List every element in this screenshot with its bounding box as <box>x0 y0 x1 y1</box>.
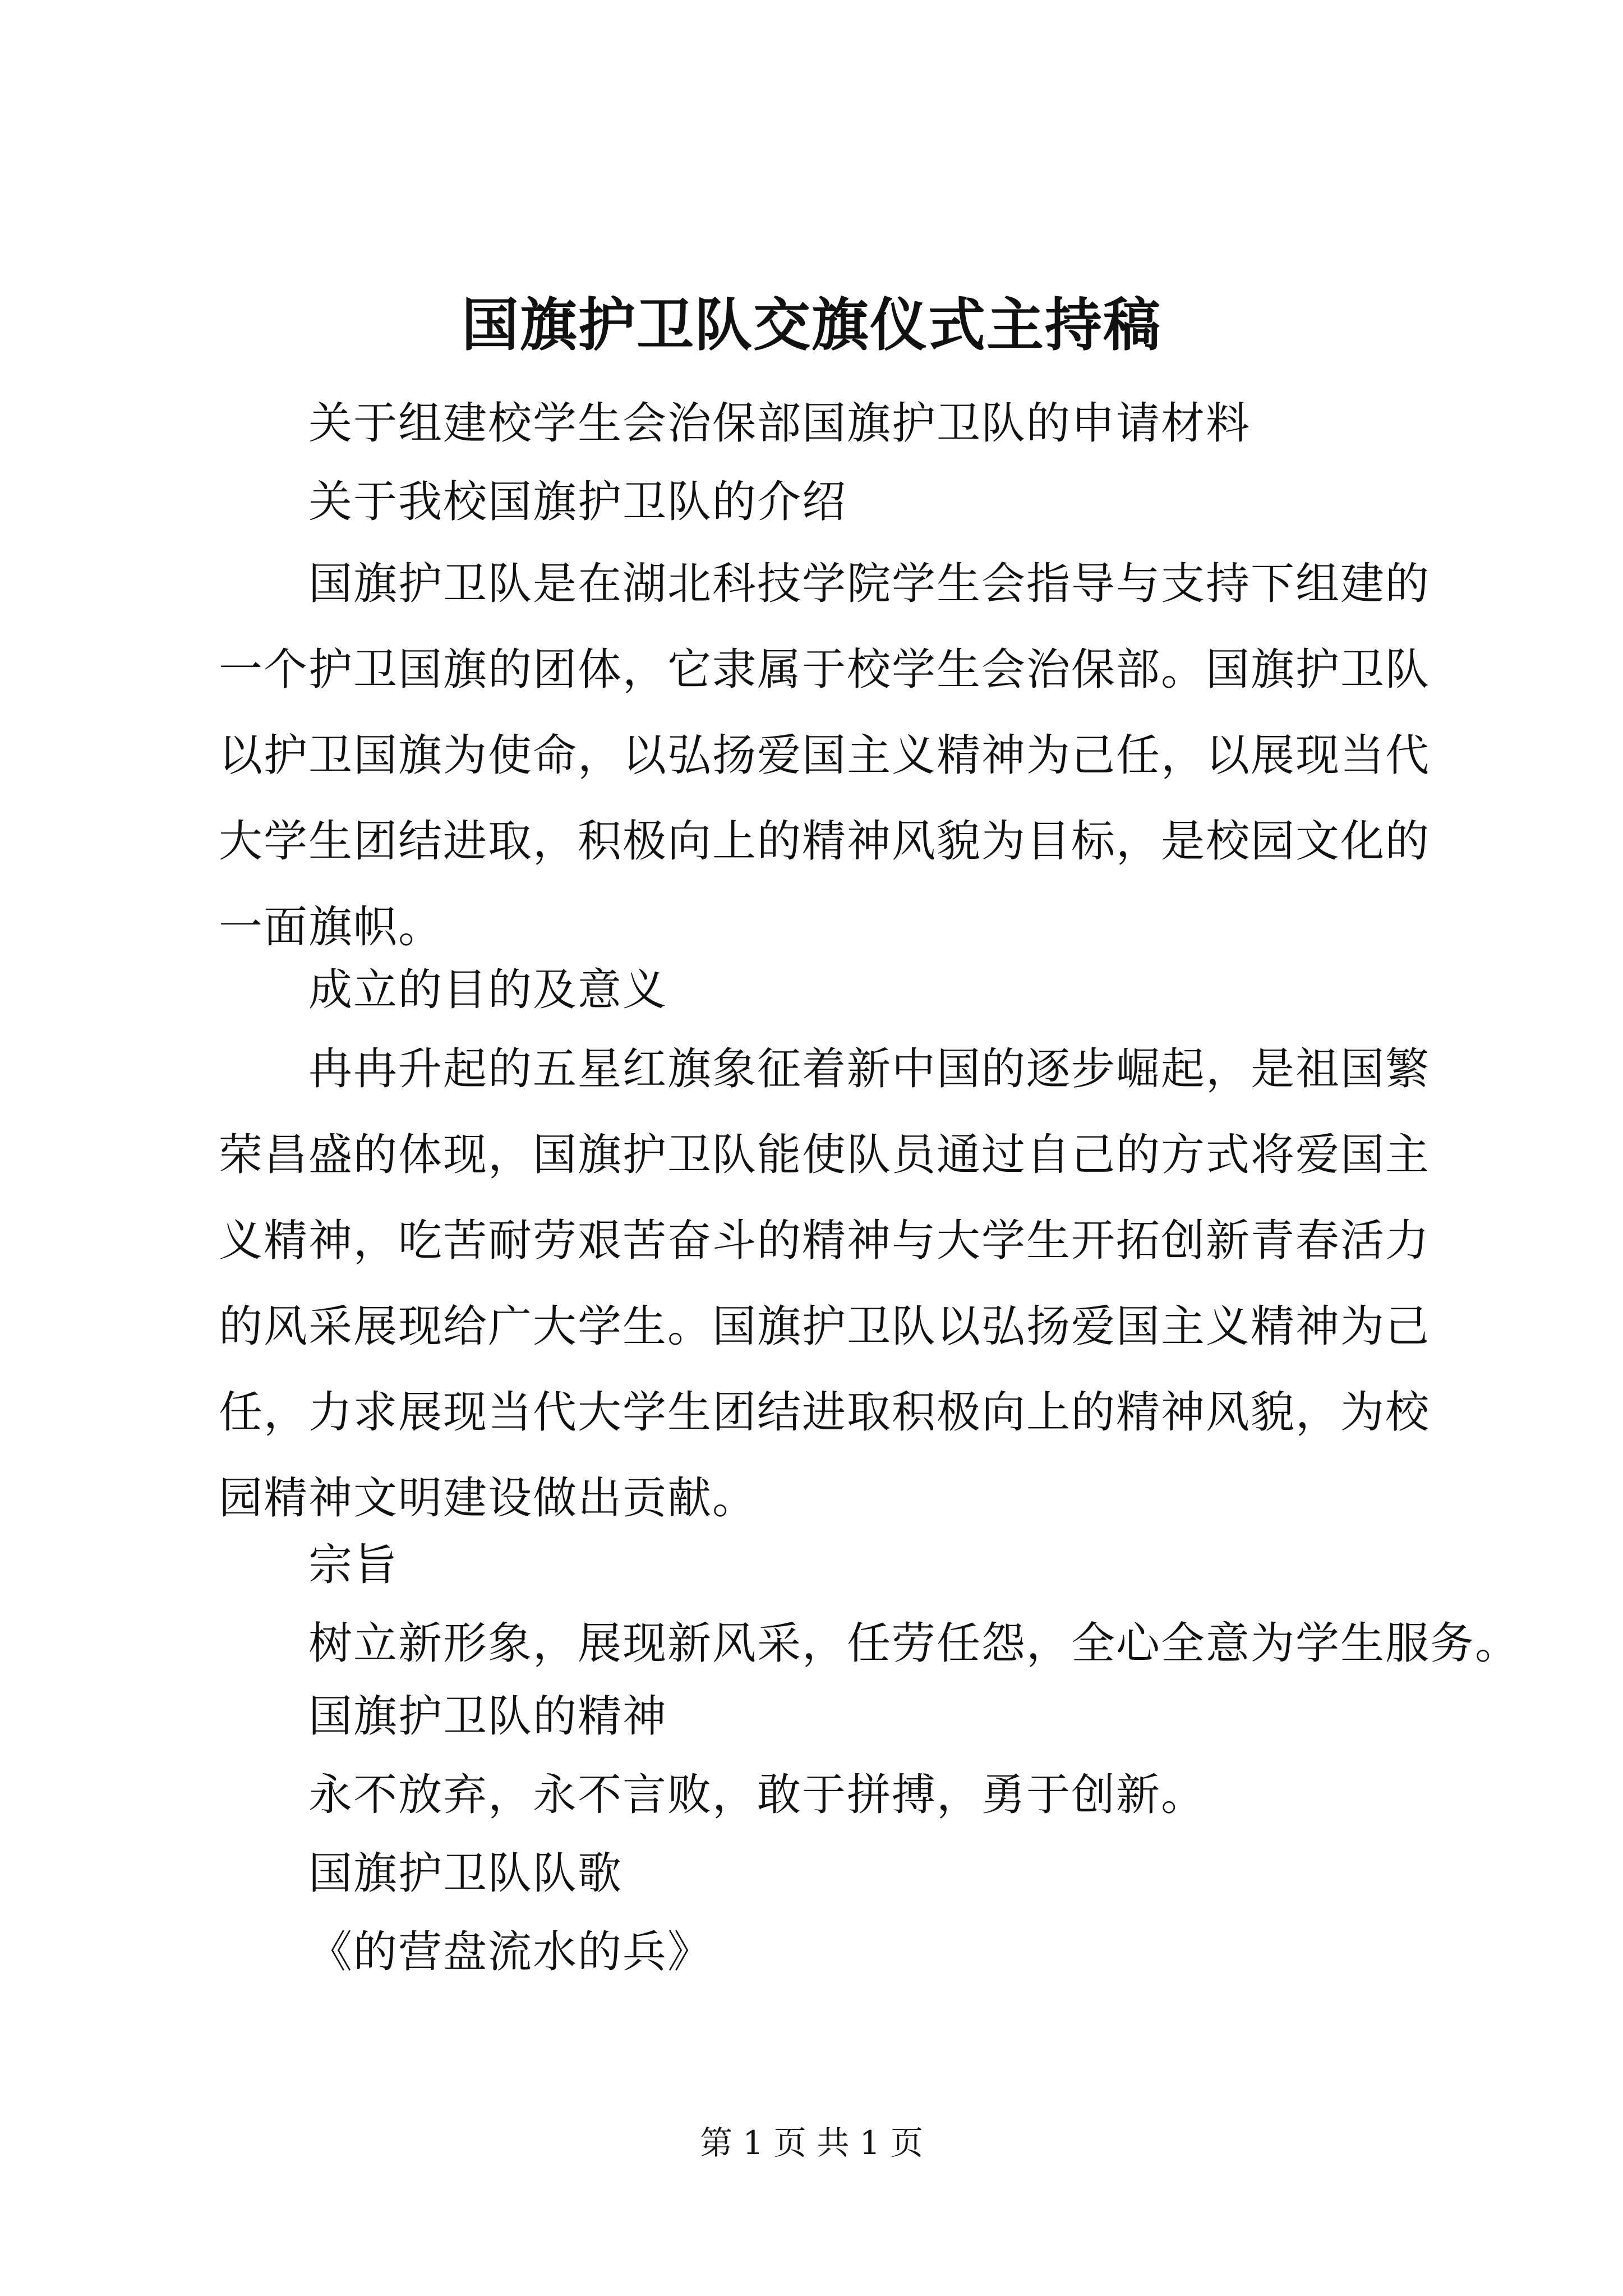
heading-purpose: 成立的目的及意义 <box>308 965 668 1015</box>
tenet-text: 树立新形象，展现新风采，任劳任怨，全心全意为学生服务。 <box>308 1618 1520 1669</box>
heading-song: 国旗护卫队队歌 <box>308 1848 623 1899</box>
intro-paragraph: 国旗护卫队是在湖北科技学院学生会指导与支持下组建的一个护卫国旗的团体，它隶属于校学生会治保部。国旗护卫队以护卫国旗为使命，以弘扬爱国主义精神为己任，以展现当代大学生团结进取，积极向上的精神风貌为目标，是校园文化的一面旗帜。 <box>219 559 1431 953</box>
heading-tenet: 宗旨 <box>308 1540 399 1590</box>
spirit-text: 永不放弃，永不言败，敢于拼搏，勇于创新。 <box>308 1770 1206 1820</box>
page-footer: 第 1 页 共 1 页 <box>700 2124 923 2162</box>
heading-application: 关于组建校学生会治保部国旗护卫队的申请材料 <box>308 398 1251 449</box>
heading-intro: 关于我校国旗护卫队的介绍 <box>308 477 847 527</box>
song-title: 《的营盘流水的兵》 <box>308 1927 713 1977</box>
purpose-paragraph: 冉冉升起的五星红旗象征着新中国的逐步崛起，是祖国繁荣昌盛的体现，国旗护卫队能使队员通过自己的方式将爱国主义精神，吃苦耐劳艰苦奋斗的精神与大学生开拓创新青春活力的风采展现给广大学生。国旗护卫队以弘扬爱国主义精神为己任，力求展现当代大学生团结进取积极向上的精神风貌，为校园精神文明建设做出贡献。 <box>219 1044 1431 1524</box>
heading-spirit: 国旗护卫队的精神 <box>308 1691 668 1742</box>
document-title: 国旗护卫队交旗仪式主持稿 <box>462 292 1161 359</box>
